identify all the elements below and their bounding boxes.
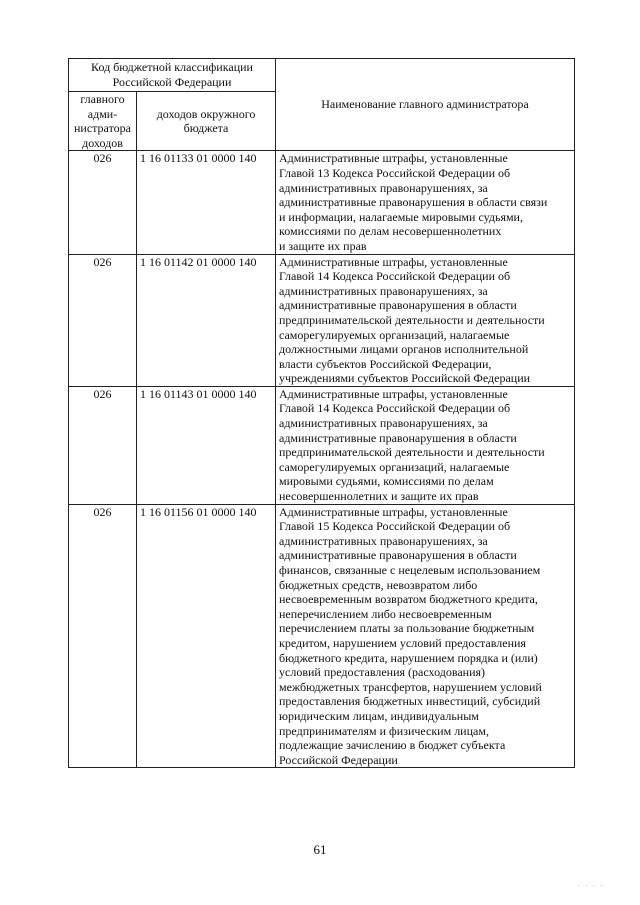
kbk-cell: 1 16 01143 01 0000 140 bbox=[137, 386, 276, 504]
income-code-header: доходов окружного бюджета bbox=[137, 92, 276, 151]
description-cell: Административные штрафы, установленные Главой 13 Кодекса Российской Федерации об административных правонарушениях, за административные правонарушения в области связи и информации, налагаемые мировыми судьями, комиссиями по делам несовершеннолетних и защите их прав bbox=[276, 151, 575, 254]
description-cell: Административные штрафы, установленные Главой 14 Кодекса Российской Федерации об административных правонарушениях, за административные правонарушения в области предпринимательской деятельности и деятельности саморегулируемых организаций, налагаемые должностными лицами органов исполнительной власти субъектов Российской Федерации, учреждениями субъектов Российской Федерации bbox=[276, 254, 575, 386]
admin-code-cell: 026 bbox=[69, 151, 137, 254]
admin-name-header: Наименование главного администратора bbox=[276, 59, 575, 151]
scan-corner-mark: . . . . bbox=[578, 880, 605, 888]
table-row bbox=[69, 151, 575, 254]
table-row bbox=[69, 386, 575, 504]
table-row bbox=[69, 254, 575, 386]
budget-classification-table bbox=[68, 58, 575, 768]
kbk-cell: 1 16 01156 01 0000 140 bbox=[137, 504, 276, 768]
table-body bbox=[69, 151, 575, 768]
description-cell: Административные штрафы, установленные Главой 14 Кодекса Российской Федерации об административных правонарушениях, за административные правонарушения в области предпринимательской деятельности и деятельности саморегулируемых организаций, налагаемые мировыми судьями, комиссиями по делам несовершеннолетних и защите их прав bbox=[276, 386, 575, 504]
header-row-group bbox=[69, 59, 575, 92]
kbk-cell: 1 16 01133 01 0000 140 bbox=[137, 151, 276, 254]
admin-code-cell: 026 bbox=[69, 504, 137, 768]
description-cell: Административные штрафы, установленные Главой 15 Кодекса Российской Федерации об административных правонарушениях, за административные правонарушения в области финансов, связанные с нецелевым использованием бюджетных средств, невозвратом либо несвоевременным возвратом бюджетного кредита, неперечислением либо несвоевременным перечислением платы за пользование бюджетным кредитом, нарушением условий предоставления бюджетного кредита, нарушением порядка и (или) условий предоставления (расходования) межбюджетных трансфертов, нарушением условий предоставления бюджетных инвестиций, субсидий юридическим лицам, индивидуальным предпринимателям и физическим лицам, подлежащие зачислению в бюджет субъекта Российской Федерации bbox=[276, 504, 575, 768]
budget-code-group-header: Код бюджетной классификации Российской Федерации bbox=[69, 59, 276, 92]
table-row bbox=[69, 504, 575, 768]
admin-code-cell: 026 bbox=[69, 254, 137, 386]
admin-code-header: главного адми- нистратора доходов bbox=[69, 92, 137, 151]
table-header bbox=[69, 59, 575, 151]
page-number: 61 bbox=[313, 842, 327, 857]
kbk-cell: 1 16 01142 01 0000 140 bbox=[137, 254, 276, 386]
admin-code-cell: 026 bbox=[69, 386, 137, 504]
